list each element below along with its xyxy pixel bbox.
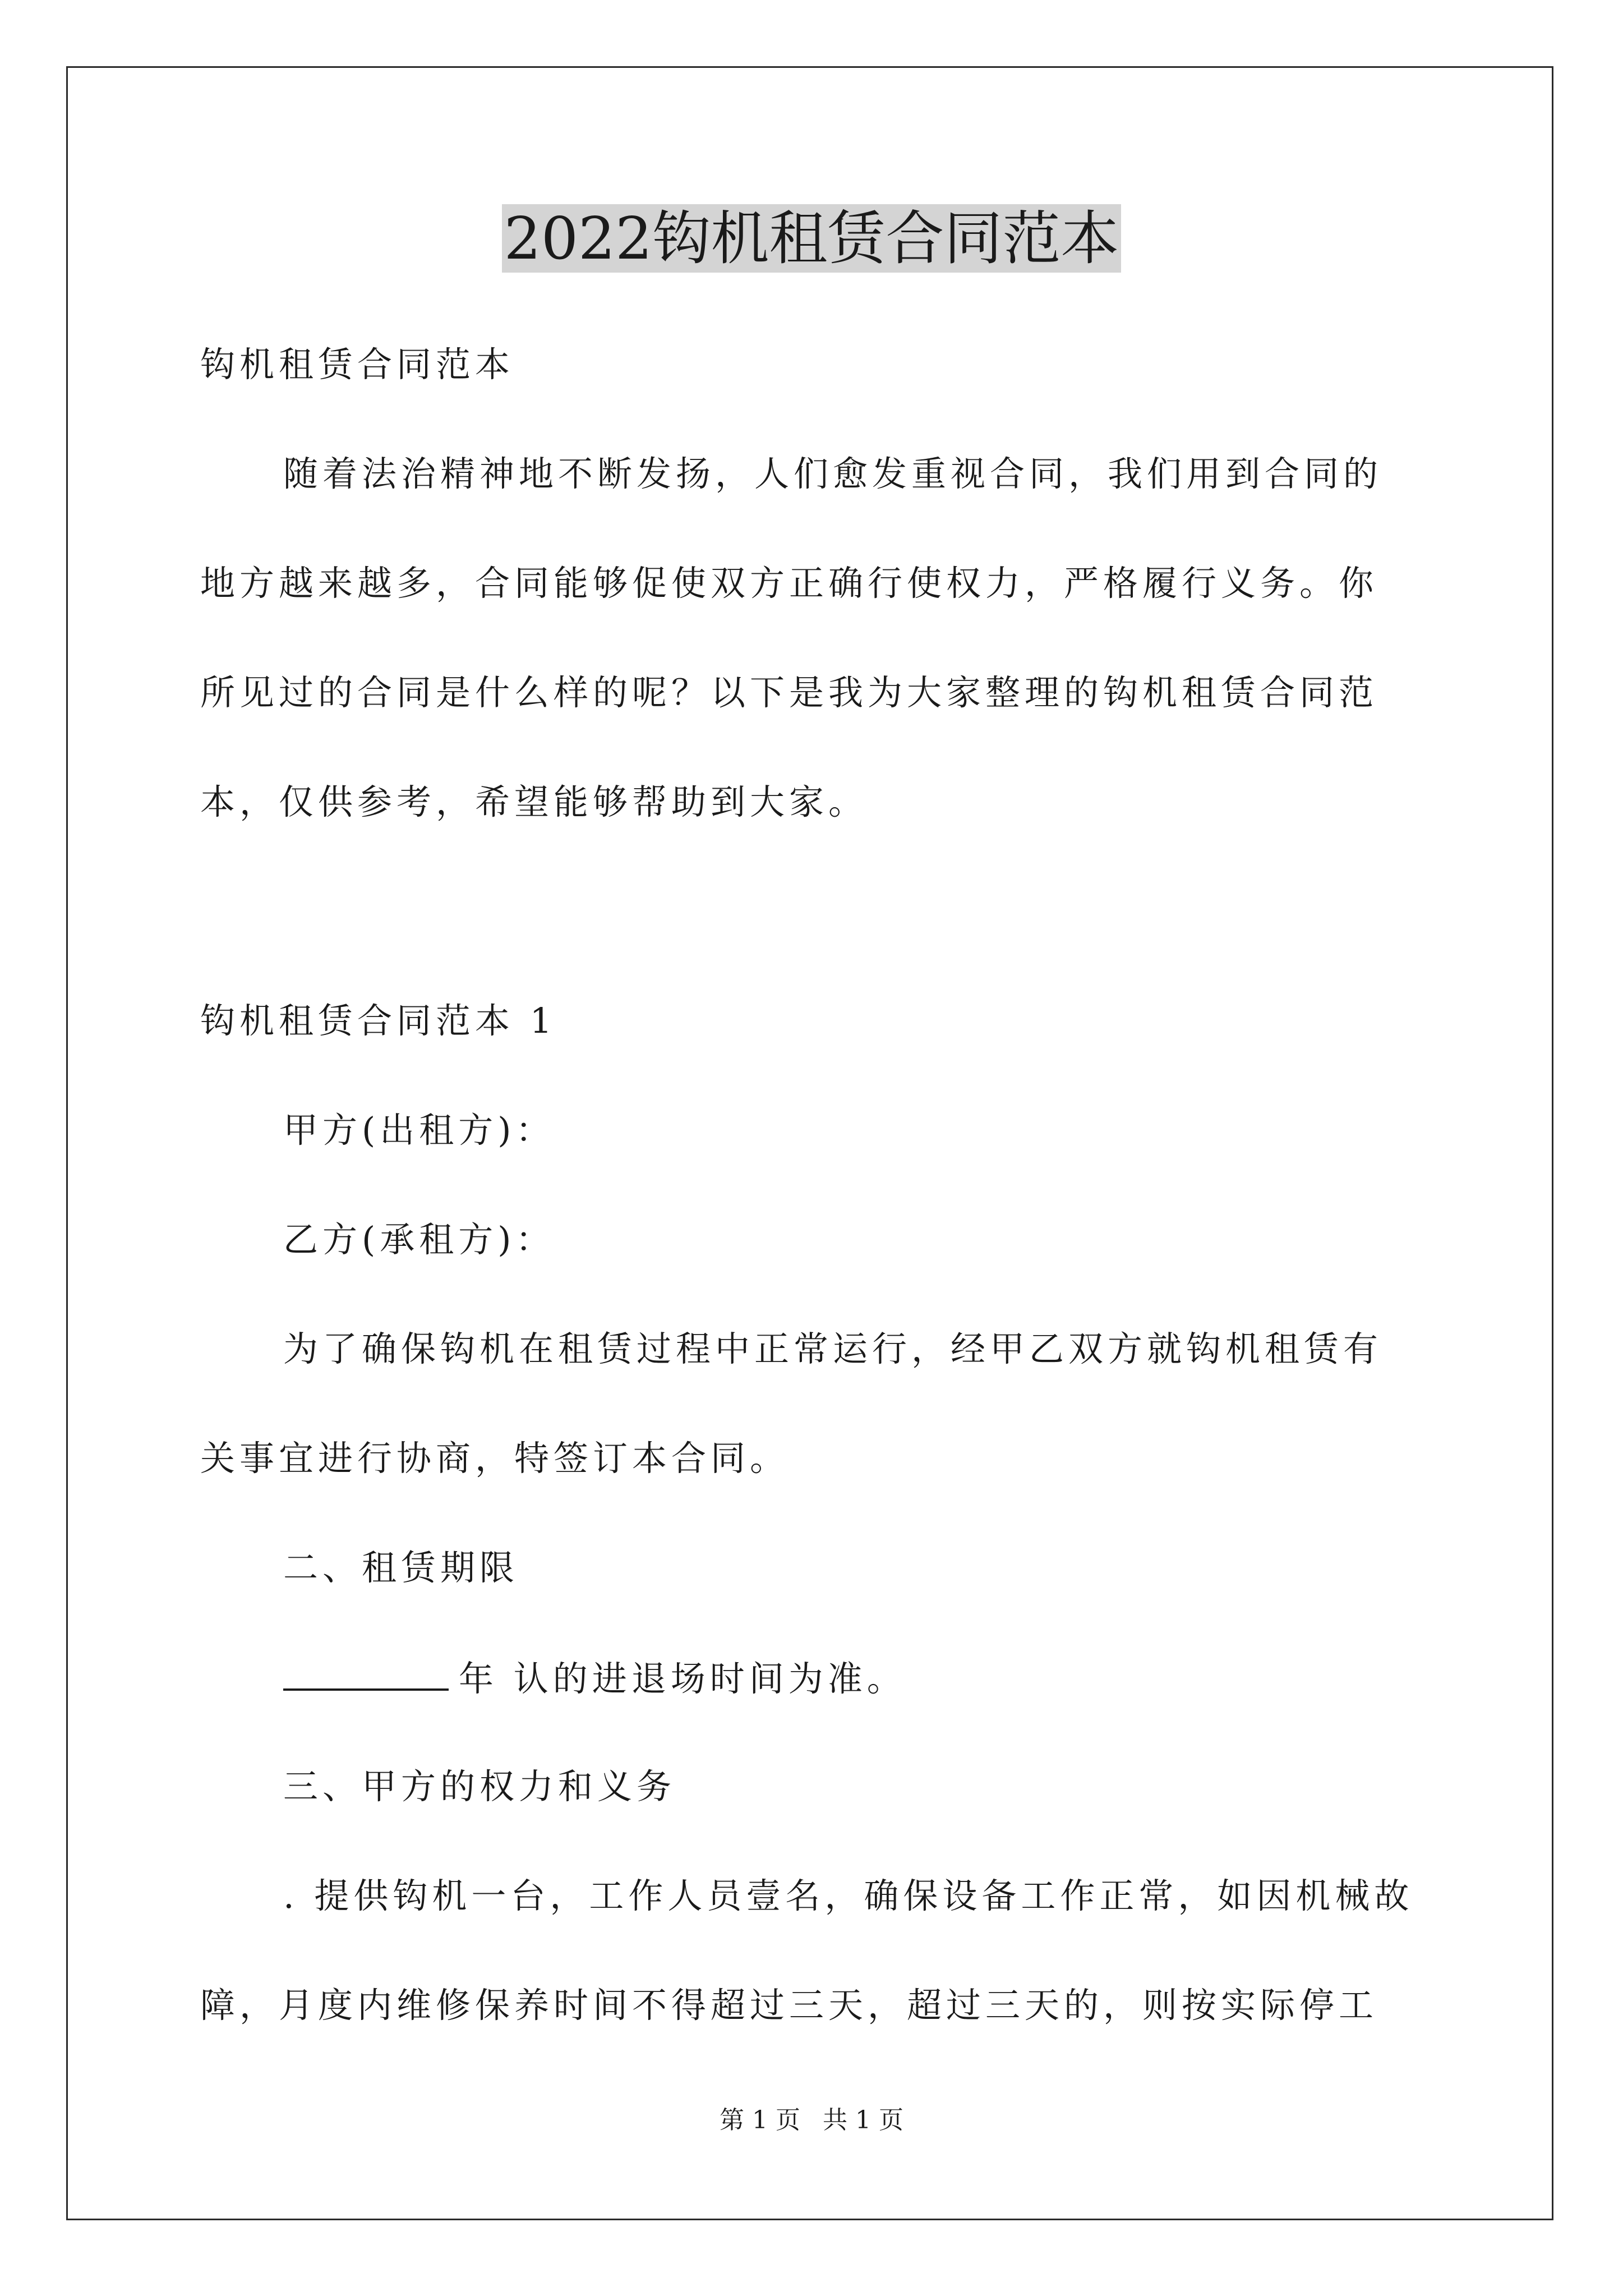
- purpose-line-2: 关事宜进行协商，特签订本合同。: [200, 1438, 790, 1479]
- document-title: 2022钩机租赁合同范本: [0, 199, 1623, 278]
- party-a: 甲方(出租方)：: [283, 1110, 555, 1151]
- intro-line-1: 随着法治精神地不断发扬，人们愈发重视合同，我们用到合同的: [283, 453, 1383, 494]
- intro-line-2: 地方越来越多，合同能够促使双方正确行使权力，严格履行义务。你: [200, 563, 1378, 604]
- page-footer: [0, 2104, 1623, 2137]
- lease-term-text: 年 认的进退场时间为准。: [459, 1658, 906, 1699]
- party-b: 乙方(承租方)：: [283, 1219, 555, 1260]
- rights-heading: 三、甲方的权力和义务: [283, 1766, 676, 1807]
- page-total: 共 1 页: [823, 2106, 903, 2134]
- subtitle: 钩机租赁合同范本: [200, 344, 515, 385]
- intro-line-3: 所见过的合同是什么样的呢？以下是我为大家整理的钩机租赁合同范: [200, 672, 1378, 713]
- blank-field: [283, 1655, 449, 1691]
- page-number: 第 1 页: [720, 2106, 800, 2134]
- rights-line-1: . 提供钩机一台，工作人员壹名，确保设备工作正常，如因机械故: [283, 1875, 1414, 1916]
- lease-term-line: [283, 1655, 1517, 1701]
- rights-line-2: 障，月度内维修保养时间不得超过三天，超过三天的，则按实际停工: [200, 1985, 1378, 2026]
- intro-line-4: 本，仅供参考，希望能够帮助到大家。: [200, 781, 868, 822]
- lease-term-heading: 二、租赁期限: [283, 1547, 519, 1588]
- section-title: 钩机租赁合同范本 1: [200, 1000, 557, 1041]
- purpose-line-1: 为了确保钩机在租赁过程中正常运行，经甲乙双方就钩机租赁有: [283, 1328, 1383, 1369]
